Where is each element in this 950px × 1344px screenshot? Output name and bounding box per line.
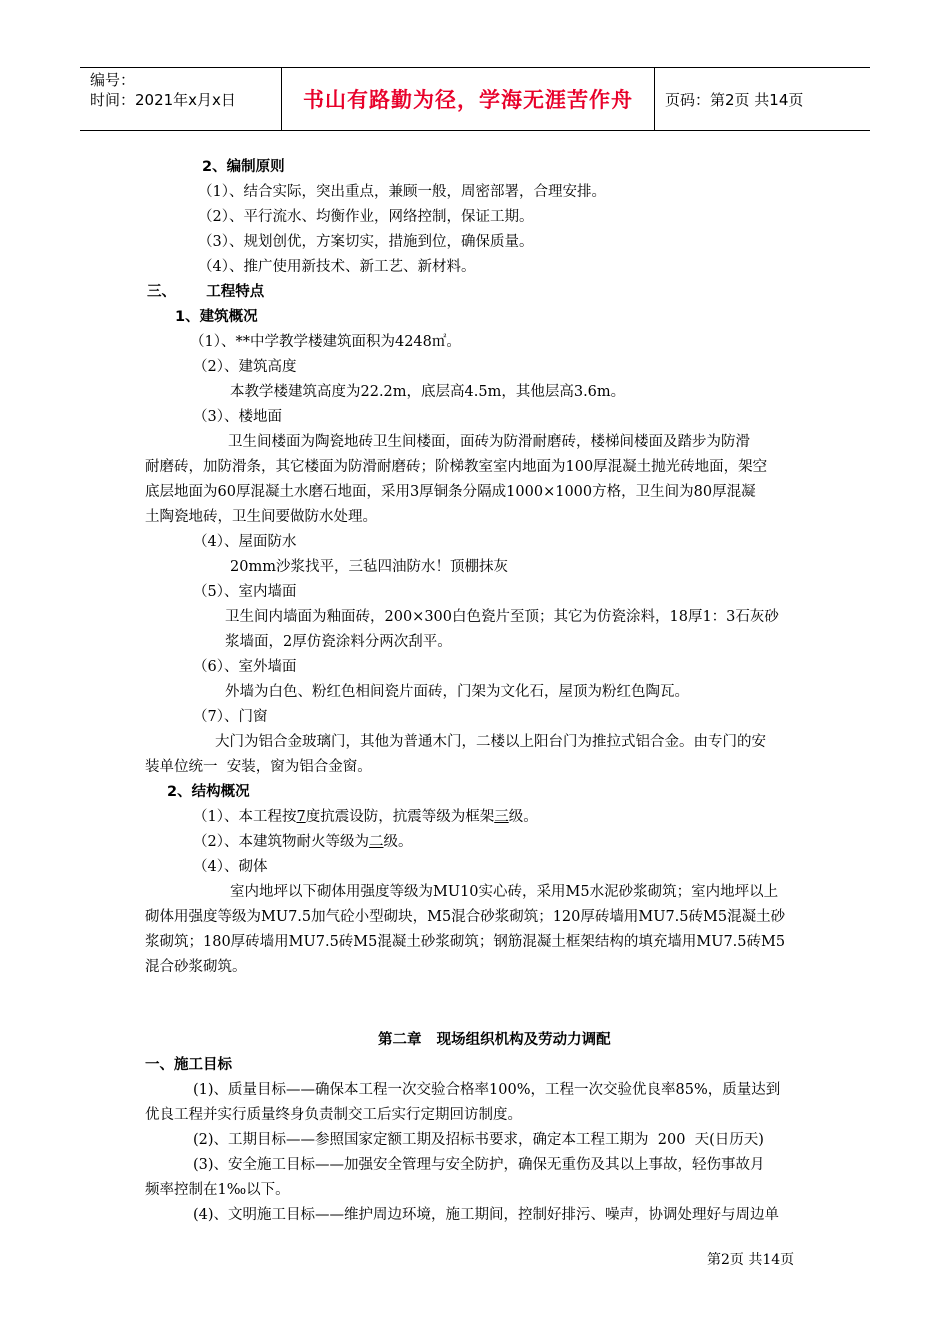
- paragraph: 本教学楼建筑高度为22.2m，底层高4.5m，其他层高3.6m。: [230, 384, 626, 400]
- paragraph: （4）、屋面防水: [193, 534, 297, 550]
- paragraph: 卫生间内墙面为釉面砖，200×300白色瓷片至顶；其它为仿瓷涂料，18厚1：3石灰砂: [225, 609, 779, 625]
- paragraph: 室内地坪以下砌体用强度等级为MU10实心砖，采用M5水泥砂浆砌筑；室内地坪以上: [230, 884, 779, 900]
- time-label: 时间：2021年x月x日: [90, 91, 236, 109]
- paragraph: （4）、砌体: [193, 859, 268, 875]
- paragraph: (1)、质量目标——确保本工程一次交验合格率100%，工程一次交验优良率85%，质量达到: [193, 1082, 781, 1098]
- paragraph: 20mm沙浆找平，三毡四油防水！顶棚抹灰: [230, 559, 508, 575]
- paragraph: 砌体用强度等级为MU7.5加气砼小型砌块，M5混合砂浆砌筑；120厚砖墙用MU7.5砖M5混凝土砂: [145, 909, 786, 925]
- number-label: 编号：: [90, 71, 136, 89]
- paragraph: （1）、结合实际，突出重点，兼顾一般，周密部署，合理安排。: [198, 184, 606, 200]
- section-title: 1、建筑概况: [175, 309, 258, 325]
- chapter-title: 第二章 现场组织机构及劳动力调配: [378, 1032, 611, 1048]
- paragraph: （3）、规划创优，方案切实，措施到位，确保质量。: [198, 234, 534, 250]
- paragraph: 浆砌筑；180厚砖墙用MU7.5砖M5混凝土砂浆砌筑；钢筋混凝土框架结构的填充墙用MU7.5砖M5: [145, 934, 786, 950]
- paragraph: （2）、本建筑物耐火等级为二级。: [193, 834, 413, 850]
- paragraph: 频率控制在1‰以下。: [145, 1182, 290, 1198]
- header-info-cell: [80, 68, 282, 130]
- paragraph: （2）、建筑高度: [193, 359, 297, 375]
- section-title: 2、编制原则: [202, 159, 285, 175]
- footer-page-number: 第2页 共14页: [707, 1252, 795, 1268]
- paragraph: （1）、**中学教学楼建筑面积为4248㎡。: [190, 334, 461, 350]
- paragraph: （4）、推广使用新技术、新工艺、新材料。: [198, 259, 476, 275]
- paragraph: 底层地面为60厚混凝土水磨石地面，采用3厚铜条分隔成1000×1000方格，卫生间为80厚混凝: [145, 484, 756, 500]
- header-page-label: 页码：第2页 共14页: [665, 90, 804, 109]
- paragraph: 优良工程并实行质量终身负责制交工后实行定期回访制度。: [145, 1107, 522, 1123]
- paragraph: 土陶瓷地砖，卫生间要做防水处理。: [145, 509, 377, 525]
- section-title: 三、 工程特点: [147, 284, 265, 300]
- header-table: [80, 67, 870, 131]
- paragraph: （7）、门窗: [193, 709, 268, 725]
- paragraph: （6）、室外墙面: [193, 659, 297, 675]
- section-title: 一、施工目标: [145, 1057, 232, 1073]
- paragraph: 装单位统一 安装，窗为铝合金窗。: [145, 759, 372, 775]
- paragraph: 耐磨砖，加防滑条，其它楼面为防滑耐磨砖；阶梯教室室内地面为100厚混凝土抛光砖地面，架空: [145, 459, 768, 475]
- paragraph: 混合砂浆砌筑。: [145, 959, 247, 975]
- paragraph: （5）、室内墙面: [193, 584, 297, 600]
- paragraph: (3)、安全施工目标——加强安全管理与安全防护，确保无重伤及其以上事故，轻伤事故月: [193, 1157, 765, 1173]
- paragraph: 大门为铝合金玻璃门，其他为普通木门，二楼以上阳台门为推拉式铝合金。由专门的安: [215, 734, 766, 750]
- motto: 书山有路勤为径，学海无涯苦作舟: [282, 68, 655, 130]
- paragraph: 卫生间楼面为陶瓷地砖卫生间楼面，面砖为防滑耐磨砖，楼梯间楼面及踏步为防滑: [228, 434, 750, 450]
- paragraph: （1）、本工程按7度抗震设防，抗震等级为框架三级。: [193, 809, 538, 825]
- paragraph: （2）、平行流水、均衡作业，网络控制，保证工期。: [198, 209, 534, 225]
- paragraph: (2)、工期目标——参照国家定额工期及招标书要求，确定本工程工期为 200 天(日历天): [193, 1132, 764, 1148]
- paragraph: （3）、楼地面: [193, 409, 282, 425]
- section-title: 2、结构概况: [167, 784, 250, 800]
- paragraph: 浆墙面，2厚仿瓷涂料分两次刮平。: [225, 634, 452, 650]
- paragraph: 外墙为白色、粉红色相间瓷片面砖，门架为文化石，屋顶为粉红色陶瓦。: [225, 684, 689, 700]
- paragraph: (4)、文明施工目标——维护周边环境，施工期间，控制好排污、噪声，协调处理好与周边单: [193, 1207, 780, 1223]
